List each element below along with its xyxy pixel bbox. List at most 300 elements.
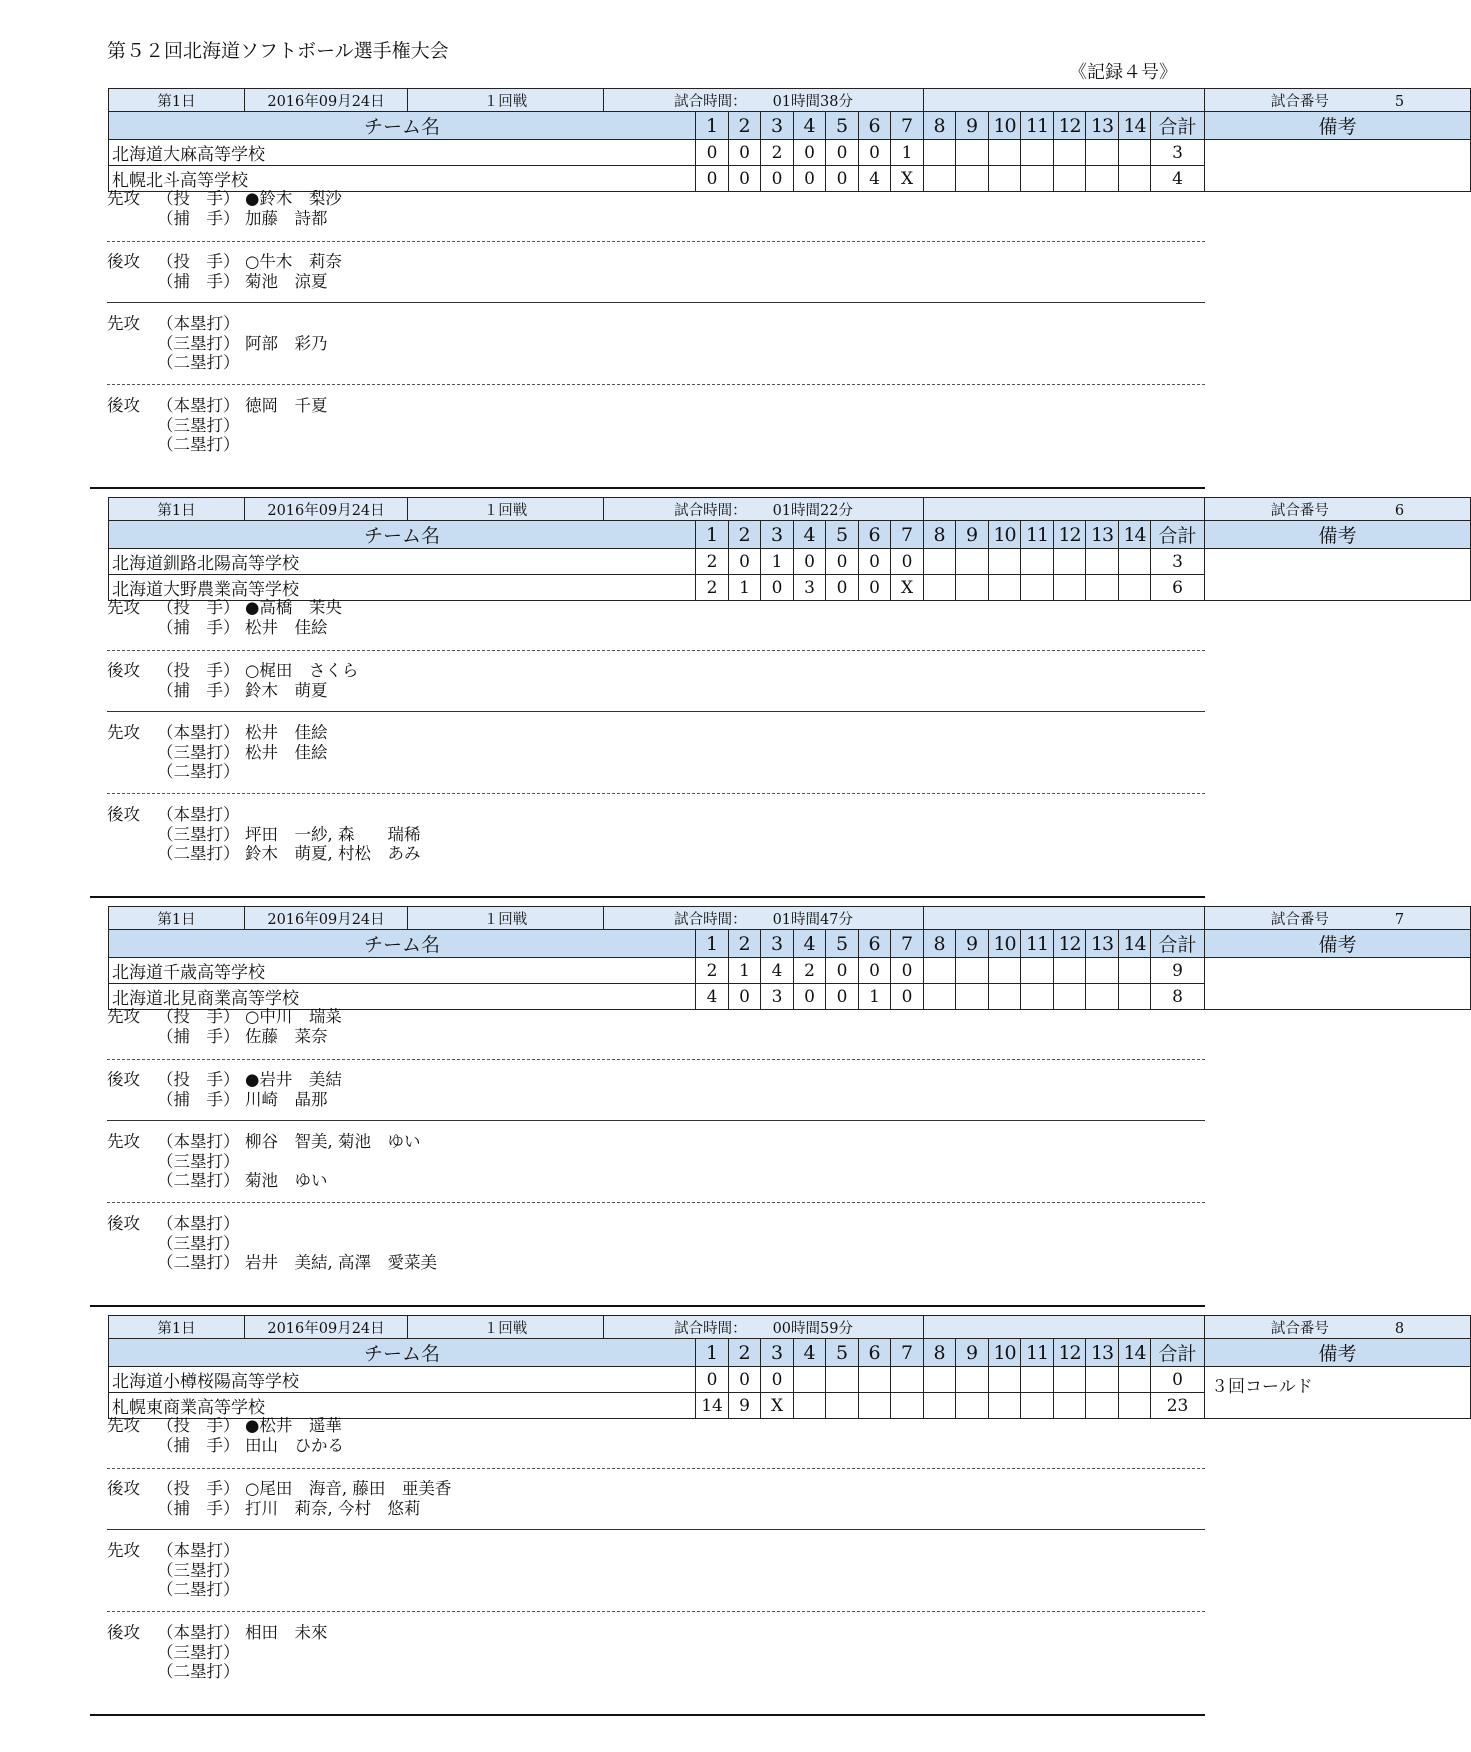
inning-score [989,166,1021,192]
game-time-label: 試合時間： [674,93,747,110]
document-title: 第５２回北海道ソフトボール選手権大会 [107,40,449,62]
inning-score [1021,1367,1054,1393]
stat-line [107,189,342,209]
game-day: 第1日 [109,89,245,112]
inning-score: 0 [794,140,826,166]
inning-score [1054,575,1086,601]
inning-header: 13 [1086,521,1119,549]
remarks-header: 備考 [1205,521,1471,549]
inning-score: X [891,166,924,192]
game-day: 第1日 [109,907,245,930]
stat-line [107,1662,328,1682]
inning-header: 11 [1021,930,1054,958]
inning-score: 1 [761,549,794,575]
inning-score [956,140,989,166]
attack-side [107,825,157,845]
stat-line [107,825,421,845]
inning-score: 3 [794,575,826,601]
inning-score [859,1393,891,1419]
attack-side: 後攻 [107,805,140,824]
remarks-header: 備考 [1205,1339,1471,1367]
inning-header: 14 [1119,930,1151,958]
triple-label: （三塁打） [157,824,240,844]
stat-line [107,1479,451,1499]
inning-score: 1 [891,140,924,166]
game-info-row [109,498,1471,521]
player-names: 鈴木 萌夏 [245,680,328,700]
inning-score [1054,1367,1086,1393]
home-run-label: （本塁打） [157,1132,240,1151]
inning-score [1086,575,1119,601]
inning-header: 5 [826,930,859,958]
game-number-cell [1205,907,1471,930]
game-time-cell [604,89,924,112]
inning-score [891,1367,924,1393]
inning-score [956,1367,989,1393]
triple-label: （三塁打） [157,1642,240,1662]
inning-score [956,1393,989,1419]
inning-score [1086,958,1119,984]
dashed-divider [107,384,1205,385]
stat-line [107,314,328,334]
team-name: 北海道千歳高等学校 [109,958,696,984]
stat-line [107,1253,437,1273]
remarks-header: 備考 [1205,930,1471,958]
player-names: ○尾田 海音, 藤田 亜美香 [245,1479,452,1498]
attack-side [107,1643,157,1663]
team-name: 北海道大野農業高等学校 [109,575,696,601]
stat-line [107,353,328,373]
inning-header: 3 [761,1339,794,1367]
inning-score: 0 [729,1367,761,1393]
inning-header: 7 [891,112,924,140]
inning-score: 0 [794,549,826,575]
inning-score [924,575,956,601]
player-names: 相田 未來 [245,1623,328,1642]
inning-header: 2 [729,1339,761,1367]
pitcher-label: （投 手） [157,1007,240,1026]
inning-score: 0 [826,958,859,984]
remarks-header: 備考 [1205,112,1471,140]
team-row [109,549,1471,575]
inning-score [989,140,1021,166]
stat-line [107,743,328,763]
player-names: 柳谷 智美, 菊池 ゆい [245,1132,421,1151]
stat-line [107,1152,421,1172]
inning-score [1021,958,1054,984]
attack-side: 後攻 [107,1623,140,1642]
stat-line [107,1561,245,1581]
scoreboard-table [108,906,1471,1010]
game-duration: 00時間59分 [772,1320,853,1337]
stat-line [107,1070,342,1090]
team-total: 9 [1151,958,1205,984]
inning-score [1119,1393,1151,1419]
inning-score [1054,1393,1086,1419]
pitcher-label: （投 手） [157,1416,240,1435]
inning-score: 0 [729,549,761,575]
game-record [0,88,1405,488]
stat-line [107,844,421,864]
team-name: 北海道北見商業高等学校 [109,984,696,1010]
game-number-cell [1205,89,1471,112]
dashed-divider [107,1611,1205,1612]
inning-score: 0 [859,575,891,601]
inning-header: 2 [729,521,761,549]
catcher-label: （捕 手） [157,1026,240,1046]
inning-header: 7 [891,521,924,549]
stat-line [107,1171,421,1191]
triple-label: （三塁打） [157,415,240,435]
double-label: （二塁打） [157,1171,240,1190]
game-info-row [109,1316,1471,1339]
inning-score [1021,575,1054,601]
game-number-cell [1205,1316,1471,1339]
game-info-row [109,907,1471,930]
attack-side: 先攻 [107,1416,140,1435]
inning-score [1086,166,1119,192]
game-time-cell [604,907,924,930]
double-label: （二塁打） [157,1662,240,1681]
inning-score: 0 [761,166,794,192]
stat-block [107,1623,328,1682]
inning-score [1086,140,1119,166]
stat-line [107,1623,328,1643]
inning-score [1119,958,1151,984]
attack-side [107,681,157,701]
inning-score [1119,984,1151,1010]
game-round: １回戦 [408,498,604,521]
catcher-label: （捕 手） [157,1498,240,1518]
stat-line [107,762,328,782]
inning-header: 14 [1119,521,1151,549]
player-names: ●松井 遥華 [245,1416,342,1435]
scoreboard-header-row [109,521,1471,549]
inning-score [1086,1367,1119,1393]
inning-header: 14 [1119,112,1151,140]
inning-score [989,958,1021,984]
player-names: 加藤 詩都 [245,208,328,228]
inning-header: 1 [696,1339,729,1367]
inning-score [989,1367,1021,1393]
inning-score [1119,549,1151,575]
inning-score: 0 [696,1367,729,1393]
stat-line [107,598,342,618]
inning-score: 1 [859,984,891,1010]
section-divider [107,1120,1205,1121]
pitcher-label: （投 手） [157,598,240,617]
triple-label: （三塁打） [157,1560,240,1580]
inning-score: 2 [696,549,729,575]
remarks-cell [1205,140,1471,192]
inning-score: 0 [696,166,729,192]
game-divider [90,896,1205,898]
game-number-label: 試合番号 [1270,93,1329,110]
inning-score [794,1367,826,1393]
stat-line [107,1027,342,1047]
inning-score: 0 [826,166,859,192]
player-names [245,314,328,334]
inning-header: 8 [924,112,956,140]
inning-score: 0 [794,166,826,192]
attack-side: 後攻 [107,396,140,415]
inning-score [989,1393,1021,1419]
inning-header: 7 [891,930,924,958]
attack-side [107,1662,157,1682]
home-run-label: （本塁打） [157,396,240,415]
attack-side: 後攻 [107,1479,140,1498]
stat-line [107,661,358,681]
attack-side [107,1580,157,1600]
stat-block [107,396,328,455]
game-divider [90,487,1205,489]
game-duration: 01時間47分 [772,911,853,928]
player-names: ●高橋 茉央 [245,598,342,617]
player-names: 川崎 晶那 [245,1089,328,1109]
team-row [109,958,1471,984]
team-name: 北海道大麻高等学校 [109,140,696,166]
stat-line [107,1580,245,1600]
double-label: （二塁打） [157,844,240,863]
inning-score: 4 [859,166,891,192]
scoreboard-table [108,88,1471,192]
inning-score: 9 [729,1393,761,1419]
attack-side [107,1027,157,1047]
game-round: １回戦 [408,907,604,930]
double-label: （二塁打） [157,435,240,454]
inning-header: 11 [1021,1339,1054,1367]
inning-score: 14 [696,1393,729,1419]
total-header: 合計 [1151,930,1205,958]
inning-score [1086,1393,1119,1419]
team-total: 4 [1151,166,1205,192]
triple-label: （三塁打） [157,742,240,762]
inning-score: 0 [891,549,924,575]
pitcher-label: （投 手） [157,252,240,271]
inning-header: 12 [1054,930,1086,958]
total-header: 合計 [1151,112,1205,140]
inning-score [826,1367,859,1393]
home-run-label: （本塁打） [157,1623,240,1642]
inning-score [1021,166,1054,192]
inning-score: 1 [729,958,761,984]
attack-side [107,844,157,864]
inning-header: 9 [956,930,989,958]
section-divider [107,302,1205,303]
game-duration: 01時間22分 [772,502,853,519]
inning-header: 11 [1021,521,1054,549]
section-divider [107,1529,1205,1530]
inning-score: 0 [729,140,761,166]
stat-line [107,1214,437,1234]
inning-score [924,166,956,192]
inning-score [956,984,989,1010]
stat-line [107,681,358,701]
info-blank [924,907,1205,930]
inning-score [1054,140,1086,166]
inning-score [1021,984,1054,1010]
inning-header: 9 [956,521,989,549]
inning-header: 3 [761,930,794,958]
attack-side: 先攻 [107,1007,140,1026]
catcher-label: （捕 手） [157,1089,240,1109]
inning-score [1119,166,1151,192]
inning-score [924,984,956,1010]
stat-block [107,598,342,637]
inning-score: 1 [729,575,761,601]
attack-side: 後攻 [107,252,140,271]
player-names: 菊池 涼夏 [245,271,328,291]
stat-line [107,1007,342,1027]
stat-block [107,314,328,373]
triple-label: （三塁打） [157,333,240,353]
inning-score: 2 [696,575,729,601]
dashed-divider [107,793,1205,794]
catcher-label: （捕 手） [157,271,240,291]
inning-score [989,575,1021,601]
player-names [245,1152,421,1172]
attack-side: 後攻 [107,1214,140,1233]
catcher-label: （捕 手） [157,680,240,700]
inning-score: 4 [696,984,729,1010]
home-run-label: （本塁打） [157,1541,240,1560]
inning-score: 0 [794,984,826,1010]
inning-header: 1 [696,930,729,958]
game-time-cell [604,498,924,521]
player-names [245,353,328,373]
dashed-divider [107,1202,1205,1203]
inning-header: 8 [924,521,956,549]
catcher-label: （捕 手） [157,208,240,228]
attack-side [107,334,157,354]
player-names [245,1643,328,1663]
game-divider [90,1305,1205,1307]
section-divider [107,711,1205,712]
inning-score [1054,958,1086,984]
player-names: 佐藤 菜奈 [245,1026,328,1046]
inning-header: 5 [826,521,859,549]
stat-line [107,334,328,354]
game-number-label: 試合番号 [1270,1320,1329,1337]
remarks-cell [1205,958,1471,1010]
inning-header: 13 [1086,1339,1119,1367]
player-names [245,762,328,782]
game-number-label: 試合番号 [1270,911,1329,928]
game-number: 6 [1394,502,1405,519]
stat-line [107,396,328,416]
game-time-cell [604,1316,924,1339]
catcher-label: （捕 手） [157,1435,240,1455]
inning-score: 0 [859,549,891,575]
player-names [245,416,328,436]
inning-header: 11 [1021,112,1054,140]
team-name: 札幌北斗高等学校 [109,166,696,192]
player-names [245,435,328,455]
player-names: 徳岡 千夏 [245,396,328,415]
inning-score [1021,1393,1054,1419]
stat-block [107,1416,344,1455]
inning-score [1054,166,1086,192]
player-names: 松井 佳絵 [245,742,328,762]
game-info-row [109,89,1471,112]
inning-score [924,140,956,166]
pitcher-label: （投 手） [157,1479,240,1498]
team-name: 北海道釧路北陽高等学校 [109,549,696,575]
stat-line [107,1643,328,1663]
dashed-divider [107,1059,1205,1060]
inning-score [989,549,1021,575]
attack-side [107,1253,157,1273]
stat-block [107,1214,437,1273]
player-names: ●鈴木 梨沙 [245,189,342,208]
inning-score: 0 [826,984,859,1010]
stat-line [107,805,421,825]
inning-header: 5 [826,112,859,140]
inning-header: 4 [794,930,826,958]
inning-header: 4 [794,521,826,549]
inning-score [859,1367,891,1393]
team-total: 3 [1151,140,1205,166]
player-names: 菊池 ゆい [245,1171,328,1190]
game-date: 2016年09月24日 [245,907,408,930]
team-name-header: チーム名 [109,521,696,549]
info-blank [924,89,1205,112]
scoreboard-table [108,497,1471,601]
game-time-label: 試合時間： [674,502,747,519]
inning-header: 9 [956,112,989,140]
stat-line [107,209,342,229]
scoreboard-header-row [109,1339,1471,1367]
inning-header: 13 [1086,112,1119,140]
inning-score: X [891,575,924,601]
game-date: 2016年09月24日 [245,498,408,521]
scoreboard-table [108,1315,1471,1419]
home-run-label: （本塁打） [157,723,240,742]
attack-side [107,618,157,638]
attack-side [107,1561,157,1581]
game-duration: 01時間38分 [772,93,853,110]
inning-score: 2 [794,958,826,984]
inning-header: 4 [794,1339,826,1367]
stat-block [107,661,358,700]
game-record [0,497,1405,897]
stat-line [107,1436,344,1456]
scoreboard-header-row [109,112,1471,140]
inning-header: 12 [1054,521,1086,549]
team-row [109,1367,1471,1393]
inning-score [794,1393,826,1419]
game-divider [90,1714,1205,1716]
inning-header: 8 [924,930,956,958]
inning-score [1086,984,1119,1010]
pitcher-label: （投 手） [157,661,240,680]
player-names: 打川 莉奈, 今村 悠莉 [245,1498,421,1518]
inning-score: 0 [761,1367,794,1393]
double-label: （二塁打） [157,762,240,781]
pitcher-label: （投 手） [157,189,240,208]
attack-side [107,1499,157,1519]
pitcher-label: （投 手） [157,1070,240,1089]
inning-header: 6 [859,112,891,140]
inning-score [924,958,956,984]
inning-header: 6 [859,521,891,549]
remarks-cell [1205,549,1471,601]
triple-label: （三塁打） [157,1233,240,1253]
attack-side [107,1436,157,1456]
attack-side: 先攻 [107,598,140,617]
stat-line [107,272,342,292]
stat-line [107,1132,421,1152]
